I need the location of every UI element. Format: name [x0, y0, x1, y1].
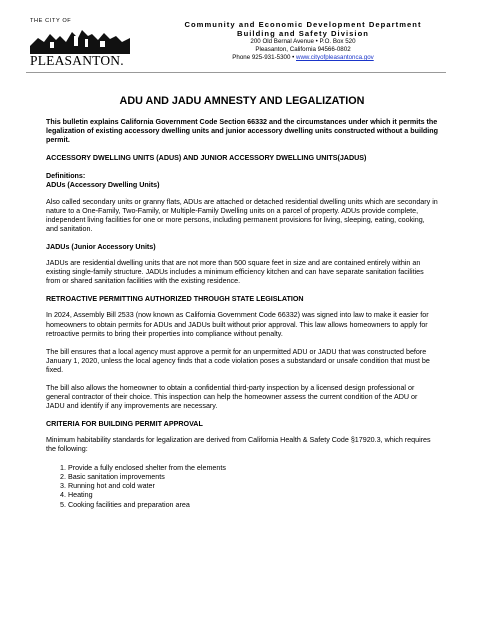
jadu-label: JADUs (Junior Accessory Units)	[46, 242, 156, 251]
header-divider	[26, 72, 446, 73]
list-item: 3. Running hot and cold water	[60, 482, 155, 491]
list-item: 1. Provide a fully enclosed shelter from the elements	[60, 463, 226, 472]
website-link[interactable]: www.cityofpleasantonca.gov	[296, 54, 374, 62]
contact-line	[168, 54, 438, 62]
adu-label: ADUs (Accessory Dwelling Units)	[46, 181, 160, 190]
jadu-paragraph: JADUs are residential dwelling units that are not more than 500 square feet in size and are contained entirely within an existing single-family structure. JADUs includes a minimum efficiency kitchen and can have separate sanitation facilities from or shared sanitation facilities with the existing residence.	[46, 259, 424, 286]
division-name: Building and Safety Division	[237, 29, 369, 38]
list-item: 5. Cooking facilities and preparation area	[60, 500, 190, 509]
city-logo	[30, 18, 140, 66]
list-item: 2. Basic sanitation improvements	[60, 472, 165, 481]
phone-text: Phone 925-931-5300 •	[232, 54, 296, 62]
bulletin-body	[46, 95, 438, 510]
criteria-intro: Minimum habitability standards for legalization are derived from California Health & Safety Code §17920.3, which requires the following:	[46, 436, 431, 454]
page-title: ADU AND JADU AMNESTY AND LEGALIZATION	[119, 95, 365, 107]
skyline-icon	[30, 24, 130, 54]
list-item: 4. Heating	[60, 491, 93, 500]
logo-wordmark: PLEASANTON.	[30, 53, 124, 68]
adu-paragraph: Also called secondary units or granny flats, ADUs are attached or detached residential dwelling units which are secondary in nature to a One-Family, Two-Family, or Multiple-Family Dwelling units on a parcel of property. ADUs provide complete, independent living facilities for one or more persons, including permanent provisions for living, sleeping, eating, cooking, and sanitation.	[46, 197, 438, 233]
criteria-list	[46, 464, 438, 510]
section-heading-criteria: CRITERIA FOR BUILDING PERMIT APPROVAL	[46, 420, 203, 429]
address-line2: Pleasanton, California 94566-0802	[255, 46, 351, 54]
section-heading-retroactive: RETROACTIVE PERMITTING AUTHORIZED THROUGH STATE LEGISLATION	[46, 295, 304, 304]
logo-small-text: THE CITY OF	[30, 18, 72, 24]
legislation-paragraph-3: The bill also allows the homeowner to obtain a confidential third-party inspection by a licensed design professional or general contractor of their choice. This inspection can help the homeowner assess the current condition of the ADU or JADU and identify if any improvements are necessary.	[46, 383, 418, 411]
legislation-paragraph-2: The bill ensures that a local agency must approve a permit for an unpermitted ADU or JADU that was constructed before January 1, 2020, unless the local agency finds that a code violation poses a substandard or unsafe condition that must be fixed.	[46, 347, 430, 374]
section-heading-adus: ACCESSORY DWELLING UNITS (ADUS) AND JUNIOR ACCESSORY DWELLING UNITS(JADUS)	[46, 154, 367, 163]
legislation-paragraph-1: In 2024, Assembly Bill 2533 (now known as California Government Code 66332) was signed into law to make it easier for homeowners to obtain permits for ADUs and JADUs built without prior approval. This law allows homeowners to apply for retroactive permits to bring their properties into compliance without penalty.	[46, 311, 429, 338]
department-header	[168, 20, 438, 63]
intro-paragraph: This bulletin explains California Government Code Section 66332 and the circumstances under which it permits the legalization of existing accessory dwelling units and junior accessory dwelling units constructed without a building permit.	[46, 118, 439, 145]
department-name: Community and Economic Development Department	[184, 20, 422, 29]
definitions-label: Definitions:	[46, 172, 86, 181]
address-line1: 200 Old Bernal Avenue • P.O. Box 520	[250, 38, 356, 45]
